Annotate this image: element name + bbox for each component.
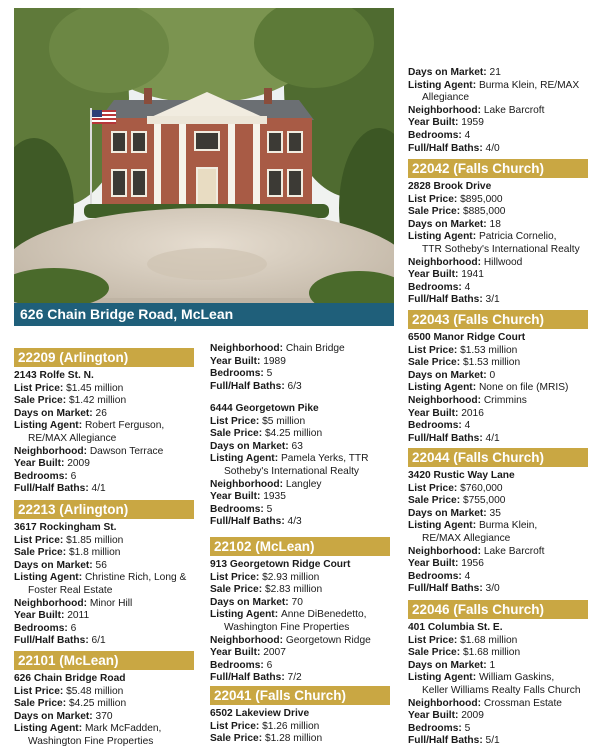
zip-header: 22046 (Falls Church): [408, 600, 588, 619]
listing-address: 3420 Rustic Way Lane: [408, 470, 515, 481]
field-value: 4: [464, 420, 471, 432]
field-label: Bedrooms:: [408, 281, 465, 293]
listing-field: [210, 343, 390, 356]
listing-field: [210, 428, 390, 441]
listing-field: [408, 495, 588, 508]
field-value: RE/MAX Allegiance: [28, 432, 117, 444]
field-value: 35: [489, 507, 501, 519]
field-label: Year Built:: [210, 647, 264, 659]
listing-field: [408, 546, 588, 559]
field-label: List Price:: [210, 720, 263, 732]
listing-field: [210, 416, 390, 429]
listing-l10: [408, 600, 588, 748]
listing-field: [408, 143, 588, 156]
listing-field: [408, 357, 588, 370]
photo-caption: 626 Chain Bridge Road, McLean: [14, 303, 394, 326]
listing-l3b: [210, 343, 390, 393]
field-value: Pamela Yerks, TTR: [280, 453, 369, 465]
field-label: Neighborhood:: [14, 445, 90, 457]
field-value: $1.53 million: [462, 357, 521, 369]
field-value: 5: [266, 503, 273, 515]
listing-field: [14, 458, 194, 471]
listing-l1: [14, 348, 194, 496]
field-value: 1959: [461, 117, 484, 129]
listing-field: [210, 356, 390, 369]
field-value: 5/1: [485, 735, 500, 747]
listing-field: [408, 583, 588, 596]
listing-l9: [408, 448, 588, 596]
field-value: 6: [70, 622, 77, 634]
listing-field: [210, 635, 390, 648]
field-label: List Price:: [210, 571, 263, 583]
field-label: Neighborhood:: [210, 634, 286, 646]
field-value: Washington Fine Properties: [224, 621, 350, 633]
field-label: Days on Market:: [14, 407, 96, 419]
field-label: Full/Half Baths:: [408, 294, 486, 306]
field-label: List Price:: [408, 344, 461, 356]
listing-field: [14, 635, 194, 648]
listing-field: [408, 660, 588, 673]
field-label: Neighborhood:: [408, 697, 484, 709]
listing-field: [408, 92, 588, 105]
field-value: $1.53 million: [460, 344, 518, 356]
field-value: Dawson Terrace: [89, 445, 164, 457]
listing-field: [408, 382, 588, 395]
field-value: 6/3: [287, 380, 302, 392]
field-value: Patricia Cornelio,: [478, 231, 557, 243]
zip-header: 22209 (Arlington): [14, 348, 194, 367]
listing-l2: [14, 500, 194, 648]
field-value: 4: [464, 129, 471, 141]
field-label: Neighborhood:: [408, 104, 484, 116]
field-label: List Price:: [210, 415, 263, 427]
field-label: Full/Half Baths:: [408, 583, 486, 595]
field-value: $1.8 million: [68, 547, 121, 559]
field-value: $1.68 million: [462, 647, 521, 659]
field-label: Year Built:: [408, 117, 462, 129]
field-value: Christine Rich, Long &: [84, 572, 187, 584]
field-label: Year Built:: [14, 610, 68, 622]
field-label: Year Built:: [408, 558, 462, 570]
listing-field: [14, 383, 194, 396]
listing-field: [408, 130, 588, 143]
field-value: TTR Sotheby's International Realty: [422, 243, 580, 255]
listing-field: [210, 660, 390, 673]
field-label: Bedrooms:: [408, 570, 465, 582]
field-value: $1.68 million: [460, 634, 518, 646]
field-label: List Price:: [14, 382, 67, 394]
field-value: 2009: [461, 710, 484, 722]
listing-field: [210, 466, 390, 479]
field-label: Sale Price:: [210, 733, 265, 745]
field-value: $4.25 million: [68, 698, 127, 710]
listing-field: [14, 420, 194, 433]
listing-field: [408, 571, 588, 584]
field-label: Listing Agent:: [14, 420, 85, 432]
field-value: $1.85 million: [66, 534, 124, 546]
field-value: Burma Klein, RE/MAX: [478, 79, 580, 91]
listing-address: 913 Georgetown Ridge Court: [210, 559, 351, 570]
listing-l5: [210, 537, 390, 685]
listing-field: [408, 294, 588, 307]
listing-address: 3617 Rockingham St.: [14, 522, 117, 533]
listing-l8: [408, 310, 588, 445]
listing-field: [14, 547, 194, 560]
listing-field: [408, 370, 588, 383]
field-label: Bedrooms:: [408, 722, 465, 734]
field-value: $1.45 million: [66, 382, 124, 394]
field-value: 5: [464, 722, 471, 734]
field-value: $1.28 million: [264, 733, 323, 745]
field-label: Full/Half Baths:: [210, 672, 288, 684]
house-photo: [14, 8, 394, 326]
field-value: Langley: [285, 478, 322, 490]
field-value: 6/1: [91, 635, 106, 647]
field-value: Crossman Estate: [483, 697, 562, 709]
field-label: Neighborhood:: [14, 597, 90, 609]
field-label: Sale Price:: [408, 357, 463, 369]
listing-address: 6500 Manor Ridge Court: [408, 332, 526, 343]
field-value: Robert Ferguson,: [84, 420, 165, 432]
field-label: Neighborhood:: [210, 343, 286, 354]
field-label: Year Built:: [14, 458, 68, 470]
field-value: RE/MAX Allegiance: [422, 532, 511, 544]
field-label: Year Built:: [210, 491, 264, 503]
listing-field: [408, 558, 588, 571]
zip-header: 22042 (Falls Church): [408, 159, 588, 178]
listing-address: 6444 Georgetown Pike: [210, 403, 319, 414]
field-value: 4/3: [287, 516, 302, 528]
field-value: $1.26 million: [262, 720, 320, 732]
field-value: Foster Real Estate: [28, 584, 113, 596]
listing-field: [408, 647, 588, 660]
listing-field: [210, 622, 390, 635]
field-value: Lake Barcroft: [483, 104, 545, 116]
field-label: Days on Market:: [14, 710, 96, 722]
field-label: Listing Agent:: [14, 572, 85, 584]
field-value: Burma Klein,: [478, 520, 538, 532]
listing-field: [210, 584, 390, 597]
listing-l6b: [408, 67, 588, 155]
listing-field: [14, 535, 194, 548]
listing-field: [210, 453, 390, 466]
field-label: Listing Agent:: [408, 672, 479, 684]
field-value: $2.93 million: [262, 571, 320, 583]
listing-field: [408, 105, 588, 118]
listing-field: [14, 471, 194, 484]
field-label: Neighborhood:: [210, 478, 286, 490]
listing-field: [14, 711, 194, 724]
field-value: None on file (MRIS): [478, 382, 569, 394]
listing-field: [408, 67, 588, 80]
listing-field: [14, 560, 194, 573]
field-label: Full/Half Baths:: [408, 142, 486, 154]
field-value: Sotheby's International Realty: [224, 465, 360, 477]
field-value: $4.25 million: [264, 428, 323, 440]
field-value: $885,000: [462, 206, 506, 218]
listing-field: [408, 231, 588, 244]
field-value: 70: [291, 596, 303, 608]
listing-field: [408, 345, 588, 358]
field-label: List Price:: [14, 685, 67, 697]
field-value: Hillwood: [483, 256, 523, 268]
field-value: Mark McFadden,: [84, 723, 162, 735]
field-label: List Price:: [14, 534, 67, 546]
field-value: $760,000: [460, 482, 503, 494]
listing-field: [408, 533, 588, 546]
listing-l6: [210, 686, 390, 746]
listing-field: [408, 672, 588, 685]
listing-field: [408, 433, 588, 446]
listing-field: [210, 504, 390, 517]
field-label: Listing Agent:: [408, 79, 479, 91]
field-value: 63: [291, 440, 303, 452]
listing-field: [14, 408, 194, 421]
listing-field: [210, 572, 390, 585]
field-value: 7/2: [287, 672, 302, 684]
listing-field: [408, 282, 588, 295]
listing-address: 6502 Lakeview Drive: [210, 708, 310, 719]
listing-field: [210, 516, 390, 529]
field-label: Listing Agent:: [408, 231, 479, 243]
zip-header: 22213 (Arlington): [14, 500, 194, 519]
field-label: Days on Market:: [408, 659, 490, 671]
field-label: Year Built:: [210, 355, 264, 367]
field-label: Full/Half Baths:: [408, 432, 486, 444]
listing-field: [210, 672, 390, 685]
field-label: Sale Price:: [210, 584, 265, 596]
field-value: 18: [489, 218, 501, 230]
listing-field: [408, 508, 588, 521]
field-label: Full/Half Baths:: [14, 635, 92, 647]
zip-header: 22102 (McLean): [210, 537, 390, 556]
listing-field: [408, 735, 588, 748]
field-label: Neighborhood:: [408, 256, 484, 268]
listing-field: [408, 685, 588, 698]
field-value: 21: [489, 67, 501, 78]
field-value: Washington Fine Properties: [28, 735, 154, 747]
field-label: List Price:: [408, 193, 461, 205]
field-label: Full/Half Baths:: [210, 380, 288, 392]
field-label: List Price:: [408, 634, 461, 646]
field-label: Days on Market:: [408, 507, 490, 519]
field-label: Sale Price:: [14, 547, 69, 559]
field-value: 1935: [263, 491, 286, 503]
field-label: Sale Price:: [408, 495, 463, 507]
zip-header: 22043 (Falls Church): [408, 310, 588, 329]
field-value: $755,000: [462, 495, 506, 507]
field-label: Bedrooms:: [210, 659, 267, 671]
listing-field: [14, 598, 194, 611]
field-value: $5 million: [262, 415, 306, 427]
listing-l7: [408, 159, 588, 307]
listing-field: [14, 610, 194, 623]
listing-field: [408, 483, 588, 496]
listing-field: [210, 491, 390, 504]
listing-field: [14, 395, 194, 408]
field-value: $5.48 million: [66, 685, 124, 697]
listing-field: [408, 117, 588, 130]
field-label: List Price:: [408, 482, 461, 494]
listing-field: [210, 733, 390, 746]
listing-field: [14, 723, 194, 736]
field-label: Listing Agent:: [408, 382, 479, 394]
listing-address: 2143 Rolfe St. N.: [14, 370, 94, 381]
field-value: $895,000: [460, 193, 503, 205]
listing-l4: [210, 403, 390, 529]
field-label: Days on Market:: [408, 218, 490, 230]
field-value: Minor Hill: [89, 597, 133, 609]
listing-field: [14, 623, 194, 636]
listing-l3: [14, 651, 194, 749]
field-label: Neighborhood:: [408, 545, 484, 557]
field-label: Bedrooms:: [210, 368, 267, 380]
field-value: 2011: [67, 610, 90, 622]
listing-field: [14, 433, 194, 446]
zip-header: 22044 (Falls Church): [408, 448, 588, 467]
field-label: Year Built:: [408, 269, 462, 281]
field-value: 1989: [263, 355, 286, 367]
field-label: Listing Agent:: [210, 609, 281, 621]
listing-field: [14, 483, 194, 496]
field-value: Chain Bridge: [285, 343, 345, 354]
field-label: Listing Agent:: [14, 723, 85, 735]
field-value: 2016: [461, 407, 484, 419]
field-value: $2.83 million: [264, 584, 323, 596]
field-label: Sale Price:: [408, 206, 463, 218]
listing-field: [210, 381, 390, 394]
field-label: Days on Market:: [14, 559, 96, 571]
field-value: 1941: [461, 269, 484, 281]
field-value: 1956: [461, 558, 484, 570]
field-value: Keller Williams Realty Falls Church: [422, 684, 581, 696]
listing-field: [408, 395, 588, 408]
field-label: Days on Market:: [408, 67, 490, 78]
field-value: Georgetown Ridge: [285, 634, 371, 646]
field-value: 0: [489, 369, 496, 381]
listing-field: [408, 723, 588, 736]
field-value: 5: [266, 368, 273, 380]
zip-header: 22101 (McLean): [14, 651, 194, 670]
listing-field: [210, 479, 390, 492]
listing-field: [14, 686, 194, 699]
listing-field: [210, 441, 390, 454]
field-label: Neighborhood:: [408, 394, 484, 406]
field-value: 370: [95, 710, 113, 722]
field-label: Days on Market:: [210, 596, 292, 608]
field-value: 4: [464, 570, 471, 582]
field-value: Lake Barcroft: [483, 545, 545, 557]
field-value: Allegiance: [422, 92, 470, 104]
field-label: Sale Price:: [14, 698, 69, 710]
listing-field: [408, 206, 588, 219]
listing-field: [408, 80, 588, 93]
field-value: 2007: [263, 647, 286, 659]
field-value: 56: [95, 559, 107, 571]
zip-header: 22041 (Falls Church): [210, 686, 390, 705]
field-label: Sale Price:: [14, 395, 69, 407]
listing-field: [408, 698, 588, 711]
field-label: Sale Price:: [210, 428, 265, 440]
listing-field: [14, 585, 194, 598]
listing-field: [408, 244, 588, 257]
field-label: Days on Market:: [408, 369, 490, 381]
field-label: Bedrooms:: [210, 503, 267, 515]
listing-field: [408, 194, 588, 207]
listing-field: [14, 572, 194, 585]
field-value: 1: [489, 659, 496, 671]
field-label: Listing Agent:: [408, 520, 479, 532]
field-value: 3/1: [485, 294, 500, 306]
field-label: Full/Half Baths:: [408, 735, 486, 747]
listing-field: [408, 408, 588, 421]
field-value: 2009: [67, 458, 90, 470]
listing-address: 401 Columbia St. E.: [408, 622, 503, 633]
field-value: William Gaskins,: [478, 672, 555, 684]
field-label: Bedrooms:: [14, 622, 71, 634]
listing-field: [210, 597, 390, 610]
field-value: Crimmins: [483, 394, 527, 406]
listing-field: [210, 721, 390, 734]
field-label: Listing Agent:: [210, 453, 281, 465]
field-label: Full/Half Baths:: [210, 516, 288, 528]
field-value: 6: [70, 470, 77, 482]
listing-field: [408, 257, 588, 270]
listing-field: [210, 368, 390, 381]
field-label: Bedrooms:: [14, 470, 71, 482]
field-label: Bedrooms:: [408, 129, 465, 141]
field-value: 26: [95, 407, 107, 419]
listing-field: [408, 420, 588, 433]
field-value: 4/0: [485, 142, 500, 154]
listing-field: [408, 269, 588, 282]
listing-field: [408, 219, 588, 232]
listing-field: [408, 635, 588, 648]
field-label: Sale Price:: [408, 647, 463, 659]
listing-field: [408, 710, 588, 723]
field-label: Year Built:: [408, 710, 462, 722]
field-label: Bedrooms:: [408, 420, 465, 432]
field-label: Days on Market:: [210, 440, 292, 452]
field-value: 3/0: [485, 583, 500, 595]
field-value: 4: [464, 281, 471, 293]
field-label: Year Built:: [408, 407, 462, 419]
listing-field: [210, 609, 390, 622]
listing-field: [14, 698, 194, 711]
listing-field: [210, 647, 390, 660]
field-value: 6: [266, 659, 273, 671]
field-value: 4/1: [485, 432, 500, 444]
field-value: 4/1: [91, 483, 106, 495]
listing-address: 626 Chain Bridge Road: [14, 673, 126, 684]
listing-field: [14, 736, 194, 749]
listing-field: [14, 446, 194, 459]
field-value: $1.42 million: [68, 395, 127, 407]
listing-field: [408, 520, 588, 533]
field-label: Full/Half Baths:: [14, 483, 92, 495]
field-value: Anne DiBenedetto,: [280, 609, 367, 621]
listing-address: 2828 Brook Drive: [408, 181, 492, 192]
